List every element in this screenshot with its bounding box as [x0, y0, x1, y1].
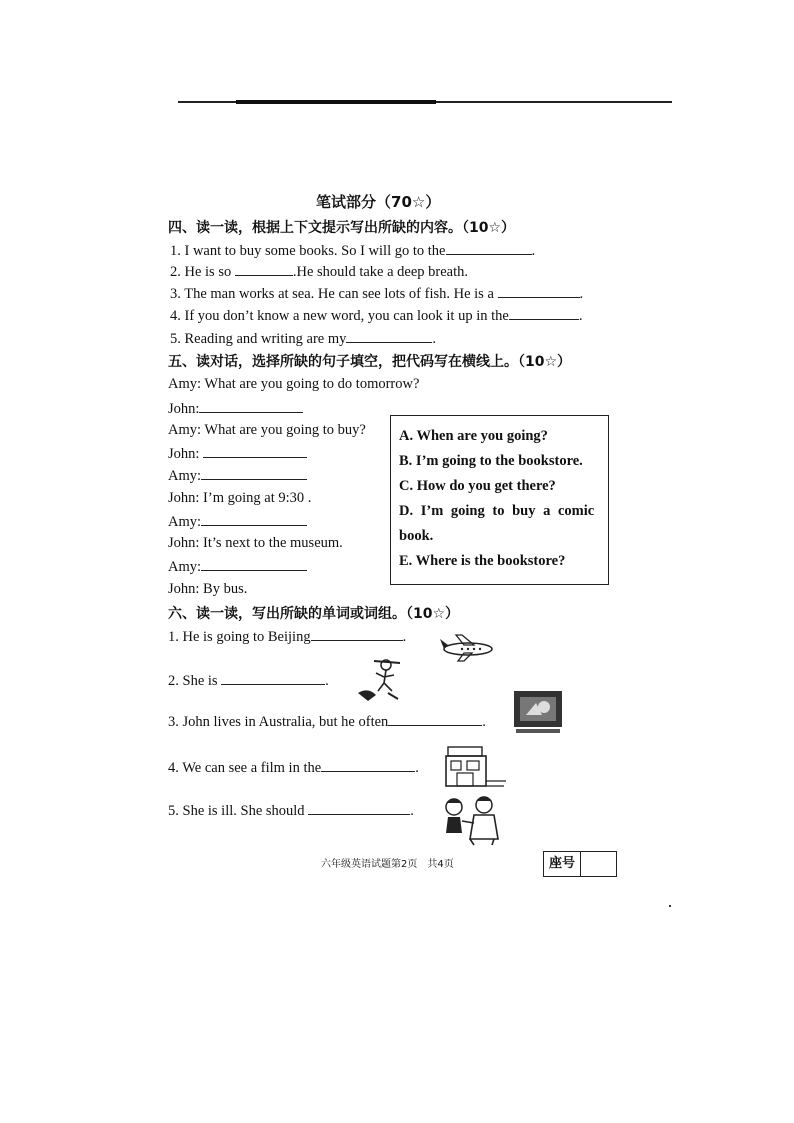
section5-heading: 五、读对话，选择所缺的句子填空，把代码写在横线上。（10☆） [168, 354, 572, 370]
dialog-line-6: John: I’m going at 9:30 . [168, 490, 312, 506]
dialog-line-9 [168, 558, 307, 576]
item-text-end: . [578, 308, 583, 324]
seat-number-box [543, 851, 617, 877]
section4-heading: 四、读一读，根据上下文提示写出所缺的内容。（10☆） [168, 220, 516, 236]
dialog-line-5 [168, 467, 307, 485]
section6-item-5 [168, 802, 414, 820]
page-title: 笔试部分（70☆） [316, 193, 441, 211]
dialog-line-4 [168, 445, 307, 463]
answer-blank[interactable] [221, 672, 325, 685]
dialog-line-1: Amy: What are you going to do tomorrow? [168, 376, 420, 392]
speaker: Amy: [168, 559, 202, 575]
item-text: 4. If you don’t know a new word, you can look it up in the [170, 308, 509, 324]
item-text-end: . [325, 673, 329, 689]
item-text-end: . [482, 714, 486, 730]
option-d-cont: book. [399, 528, 434, 544]
item-text: 2. She is [168, 673, 222, 689]
option-c: C. How do you get there? [399, 478, 556, 494]
answer-blank[interactable] [311, 628, 403, 641]
speaker: Amy: [168, 514, 202, 530]
skateboarding-girl-icon [354, 657, 410, 705]
speaker: John: [168, 446, 204, 462]
answer-blank[interactable] [199, 400, 303, 413]
item-text-end: . [432, 331, 436, 347]
item-text: 5. She is ill. She should [168, 803, 309, 819]
option-d: D. I’m going to buy a comic [399, 503, 595, 519]
item-text: 3. The man works at sea. He can see lots of fish. He is a [170, 286, 498, 302]
section4-item-5 [170, 330, 436, 348]
dialog-line-3: Amy: What are you going to buy? [168, 422, 366, 438]
answer-blank[interactable] [509, 307, 579, 320]
answer-blank[interactable] [308, 802, 410, 815]
section4-item-1 [170, 242, 535, 260]
speaker: John: [168, 401, 200, 417]
dialog-line-2 [168, 400, 303, 418]
page-footer: 六年级英语试题第2页 共4页 [321, 859, 454, 870]
section4-item-2 [170, 263, 468, 281]
option-a: A. When are you going? [399, 428, 548, 444]
answer-blank[interactable] [346, 330, 432, 343]
item-text-end: .He should take a deep breath. [292, 264, 468, 280]
dialog-line-7 [168, 513, 307, 531]
answer-blank[interactable] [446, 242, 532, 255]
answer-blank[interactable] [235, 263, 293, 276]
option-b: B. I’m going to the bookstore. [399, 453, 583, 469]
seat-label: 座号 [544, 852, 581, 876]
item-text: 5. Reading and writing are my [170, 331, 347, 347]
answer-blank[interactable] [203, 445, 307, 458]
section6-item-3 [168, 713, 486, 731]
item-text: 4. We can see a film in the [168, 760, 322, 776]
section6-heading: 六、读一读，写出所缺的单词或词组。（10☆） [168, 606, 460, 622]
item-text-end: . [415, 760, 419, 776]
section6-item-4 [168, 759, 419, 777]
dialog-line-10: John: By bus. [168, 581, 248, 597]
option-e: E. Where is the bookstore? [399, 553, 566, 569]
scan-dot [669, 905, 671, 907]
section6-item-1 [168, 628, 406, 646]
dialog-line-8: John: It’s next to the museum. [168, 535, 343, 551]
answer-blank[interactable] [201, 467, 307, 480]
item-text: 3. John lives in Australia, but he often [168, 714, 389, 730]
item-text: 2. He is so [170, 264, 235, 280]
item-text: 1. He is going to Beijing [168, 629, 311, 645]
options-box [390, 415, 609, 585]
answer-blank[interactable] [321, 759, 415, 772]
section6-item-2 [168, 672, 329, 690]
answer-blank[interactable] [498, 285, 580, 298]
item-text: 1. I want to buy some books. So I will go to the [170, 243, 446, 259]
item-text-end: . [402, 629, 407, 645]
item-text-end: . [410, 803, 414, 819]
doctor-icon [440, 793, 506, 847]
item-text-end: . [531, 243, 536, 259]
answer-blank[interactable] [201, 513, 307, 526]
top-rule-thick [236, 100, 436, 104]
airplane-icon [438, 633, 496, 663]
cinema-icon [442, 745, 508, 789]
section4-item-3 [170, 285, 583, 303]
answer-blank[interactable] [201, 558, 307, 571]
item-text-end: . [579, 286, 584, 302]
seat-number-field[interactable] [582, 852, 616, 876]
answer-blank[interactable] [388, 713, 482, 726]
speaker: Amy: [168, 468, 202, 484]
section4-item-4 [170, 307, 582, 325]
email-computer-icon [512, 689, 564, 735]
